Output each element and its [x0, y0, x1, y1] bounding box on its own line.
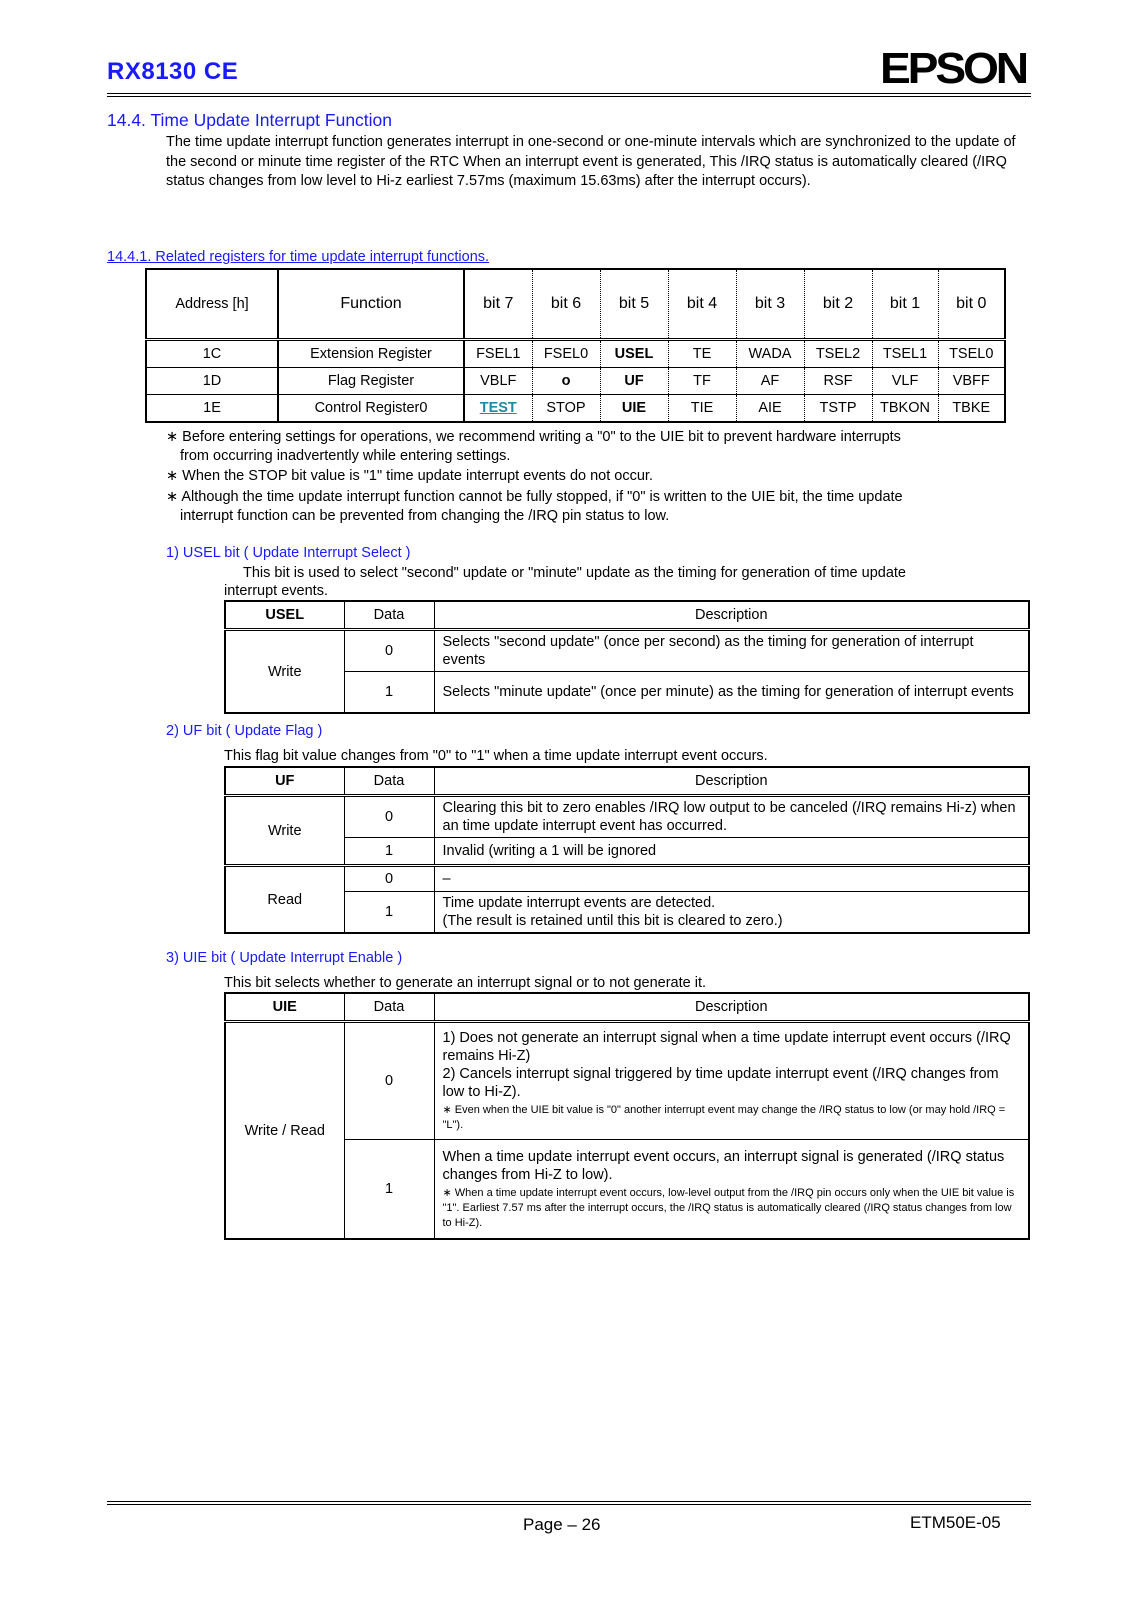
data-col-header: Data	[344, 993, 434, 1022]
data-cell: 1	[344, 838, 434, 866]
description-cell: Clearing this bit to zero enables /IRQ low output to be canceled (/IRQ remains Hi-z) when an time update interrupt event has occurred.	[434, 796, 1029, 838]
header-bit3: bit 3	[736, 269, 804, 340]
description-line: 2) Cancels interrupt signal triggered by time update interrupt event (/IRQ changes from low to Hi-Z).	[442, 1066, 999, 1100]
section-title: 14.4. Time Update Interrupt Function	[107, 110, 393, 130]
header-rule	[107, 93, 1031, 94]
uf-table-header	[225, 767, 1029, 796]
bit-cell-usel: USEL	[600, 340, 668, 368]
description-line: (The result is retained until this bit is cleared to zero.)	[442, 913, 783, 929]
function-cell: Flag Register	[278, 368, 464, 395]
uie-heading: 3) UIE bit ( Update Interrupt Enable )	[166, 950, 403, 966]
address-cell: 1D	[146, 368, 278, 395]
intro-paragraph: The time update interrupt function generates interrupt in one-second or one-minute intervals which are synchronized to the update of the second or minute time register of the RTC When an interrupt event is generated, This /IRQ status is automatically cleared (/IRQ status changes from low level to Hi-z earliest 7.57ms (maximum 15.63ms) after the interrupt occurs).	[166, 134, 1016, 189]
test-link[interactable]: TEST	[479, 400, 517, 416]
address-cell: 1C	[146, 340, 278, 368]
header-function: Function	[278, 269, 464, 340]
uie-col-header: UIE	[225, 993, 344, 1022]
data-cell: 1	[344, 892, 434, 934]
document-model: RX8130 CE	[107, 58, 239, 85]
note-3: ∗ Although the time update interrupt function cannot be fully stopped, if "0" is written to the UIE bit, the time update	[166, 489, 903, 505]
uf-table	[224, 766, 1030, 934]
description-col-header: Description	[434, 993, 1029, 1022]
description-cell: Selects "second update" (once per second) as the timing for generation of interrupt events	[434, 630, 1029, 672]
operation-cell: Read	[225, 866, 344, 934]
header-bit7: bit 7	[464, 269, 532, 340]
note-1-cont: from occurring inadvertently while entering settings.	[180, 448, 511, 464]
page-number: Page – 26	[523, 1515, 601, 1534]
data-cell: 0	[344, 1022, 434, 1140]
usel-heading: 1) USEL bit ( Update Interrupt Select )	[166, 545, 411, 561]
bit-cell: AIE	[736, 395, 804, 423]
table-row	[225, 796, 1029, 838]
document-number: ETM50E-05	[910, 1513, 1001, 1532]
function-cell: Control Register0	[278, 395, 464, 423]
uie-table	[224, 992, 1030, 1240]
table-row	[146, 340, 1005, 368]
table-row	[225, 892, 1029, 934]
description-line: When a time update interrupt event occurs, an interrupt signal is generated (/IRQ status changes from Hi-Z to low).	[442, 1148, 1005, 1183]
data-cell: 0	[344, 630, 434, 672]
bit-cell: TF	[668, 368, 736, 395]
header-rule-2	[107, 96, 1031, 97]
operation-cell: Write	[225, 630, 344, 714]
bit-cell: TBKON	[872, 395, 938, 423]
bit-cell: VBLF	[464, 368, 532, 395]
header-bit2: bit 2	[804, 269, 872, 340]
table-row	[225, 1140, 1029, 1240]
bit-cell: VLF	[872, 368, 938, 395]
table-row	[225, 630, 1029, 672]
bit-cell: TSTP	[804, 395, 872, 423]
description-cell	[434, 892, 1029, 934]
description-cell: Invalid (writing a 1 will be ignored	[434, 838, 1029, 866]
description-note: ∗ When a time update interrupt event occurs, low-level output from the /IRQ pin occurs only when the UIE bit value is "1". Earliest 7.57 ms after the interrupt occurs, the /IRQ status is automatically cleared (/IRQ status changes from low to Hi-Z).	[442, 1186, 1015, 1229]
subsection-title: 14.4.1. Related registers for time update interrupt functions.	[107, 249, 490, 265]
bit-cell: STOP	[532, 395, 600, 423]
bit-cell-uf: UF	[600, 368, 668, 395]
usel-table	[224, 600, 1030, 714]
bit-cell: TSEL1	[872, 340, 938, 368]
footer-rule	[107, 1501, 1031, 1502]
data-cell: 0	[344, 796, 434, 838]
description-cell: Selects "minute update" (once per minute) as the timing for generation of interrupt events	[434, 672, 1029, 714]
bit-cell: AF	[736, 368, 804, 395]
bit-cell: VBFF	[938, 368, 1005, 395]
table-row	[225, 838, 1029, 866]
description-cell: –	[434, 866, 1029, 892]
header-bit4: bit 4	[668, 269, 736, 340]
header-bit0: bit 0	[938, 269, 1005, 340]
table-row	[225, 1022, 1029, 1140]
table-row	[146, 368, 1005, 395]
table-row	[225, 672, 1029, 714]
bit-cell: TE	[668, 340, 736, 368]
operation-cell: Write / Read	[225, 1022, 344, 1240]
usel-col-header: USEL	[225, 601, 344, 630]
bit-cell: FSEL0	[532, 340, 600, 368]
header-address: Address [h]	[146, 269, 278, 340]
description-line: 1) Does not generate an interrupt signal when a time update interrupt event occurs (/IRQ remains Hi-Z)	[442, 1030, 1011, 1064]
data-cell: 1	[344, 1140, 434, 1240]
usel-table-header	[225, 601, 1029, 630]
description-line: Time update interrupt events are detected.	[442, 895, 716, 911]
uf-heading: 2) UF bit ( Update Flag )	[166, 723, 323, 739]
register-table	[145, 268, 1006, 423]
usel-text-cont: interrupt events.	[224, 583, 328, 599]
description-col-header: Description	[434, 601, 1029, 630]
uie-table-header	[225, 993, 1029, 1022]
bit-cell: RSF	[804, 368, 872, 395]
uf-col-header: UF	[225, 767, 344, 796]
bit-cell: WADA	[736, 340, 804, 368]
footer-rule-2	[107, 1504, 1031, 1505]
description-cell	[434, 1140, 1029, 1240]
register-table-header	[146, 269, 1005, 340]
function-cell: Extension Register	[278, 340, 464, 368]
header-bit5: bit 5	[600, 269, 668, 340]
data-cell: 0	[344, 866, 434, 892]
bit-cell: TBKE	[938, 395, 1005, 423]
uf-text: This flag bit value changes from "0" to "1" when a time update interrupt event occurs.	[224, 748, 768, 764]
bit-cell-reserved: o	[532, 368, 600, 395]
bit-cell: TSEL0	[938, 340, 1005, 368]
address-cell: 1E	[146, 395, 278, 423]
description-note: ∗ Even when the UIE bit value is "0" another interrupt event may change the /IRQ status to low (or may hold /IRQ = "L").	[442, 1104, 1006, 1131]
data-cell: 1	[344, 672, 434, 714]
table-row	[146, 395, 1005, 423]
epson-logo: EPSON	[880, 44, 1026, 93]
bit-cell-uie: UIE	[600, 395, 668, 423]
uie-text: This bit selects whether to generate an interrupt signal or to not generate it.	[224, 975, 706, 991]
data-col-header: Data	[344, 767, 434, 796]
operation-cell: Write	[225, 796, 344, 866]
data-col-header: Data	[344, 601, 434, 630]
note-3-cont: interrupt function can be prevented from changing the /IRQ pin status to low.	[180, 508, 670, 524]
bit-cell-test-link[interactable]	[464, 395, 532, 423]
bit-cell: TSEL2	[804, 340, 872, 368]
note-1: ∗ Before entering settings for operations, we recommend writing a "0" to the UIE bit to prevent hardware interrupts	[166, 429, 901, 445]
usel-text: This bit is used to select "second" update or "minute" update as the timing for generation of time update	[243, 565, 906, 581]
header-bit6: bit 6	[532, 269, 600, 340]
table-row	[225, 866, 1029, 892]
description-col-header: Description	[434, 767, 1029, 796]
note-2: ∗ When the STOP bit value is "1" time update interrupt events do not occur.	[166, 468, 653, 484]
bit-cell: FSEL1	[464, 340, 532, 368]
header-bit1: bit 1	[872, 269, 938, 340]
description-cell	[434, 1022, 1029, 1140]
bit-cell: TIE	[668, 395, 736, 423]
